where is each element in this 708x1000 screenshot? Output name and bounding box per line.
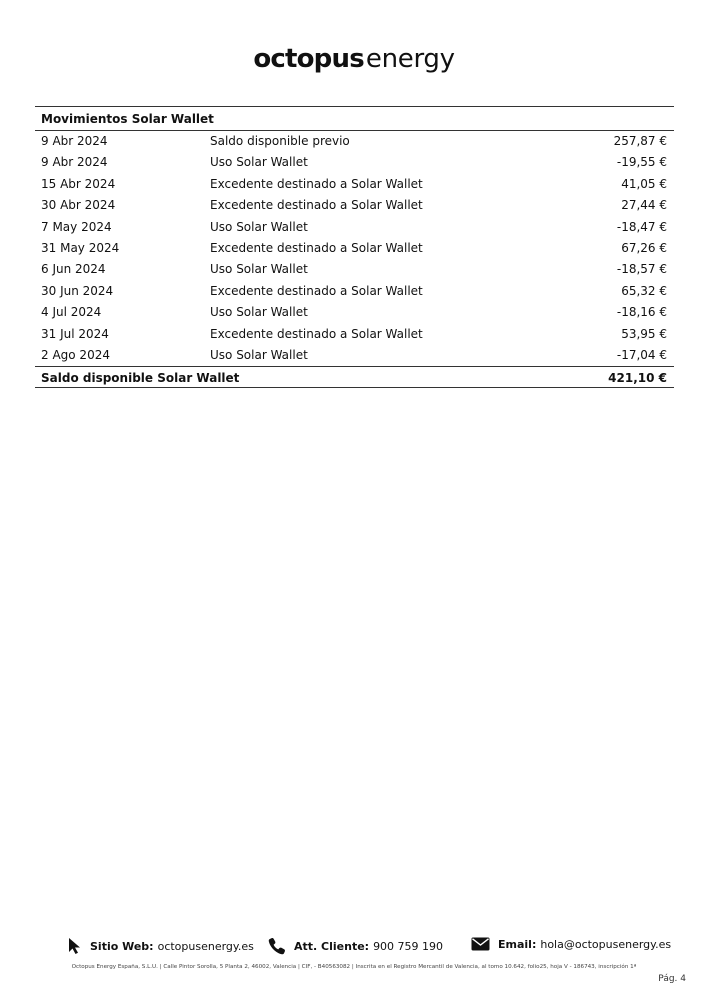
row-amount: -19,55 € bbox=[616, 155, 667, 170]
row-date: 31 Jul 2024 bbox=[41, 326, 109, 341]
row-concept: Excedente destinado a Solar Wallet bbox=[210, 283, 423, 298]
website-label: Sitio Web: bbox=[90, 939, 154, 953]
table-row bbox=[35, 195, 674, 216]
row-concept: Uso Solar Wallet bbox=[210, 262, 308, 277]
email-link[interactable]: hola@octopusenergy.es bbox=[540, 937, 672, 951]
page-number: Pág. 4 bbox=[658, 974, 686, 984]
row-amount: 67,26 € bbox=[621, 240, 667, 255]
cursor-arrow-icon bbox=[68, 937, 82, 955]
table-row bbox=[35, 281, 674, 302]
brand-logo bbox=[0, 46, 708, 72]
row-amount: -18,47 € bbox=[616, 219, 667, 234]
row-date: 4 Jul 2024 bbox=[41, 305, 102, 320]
website-link[interactable]: octopusenergy.es bbox=[157, 939, 254, 953]
row-concept: Excedente destinado a Solar Wallet bbox=[210, 240, 423, 255]
envelope-icon bbox=[471, 937, 490, 951]
table-row bbox=[35, 238, 674, 259]
table-row bbox=[35, 174, 674, 195]
row-date: 9 Abr 2024 bbox=[41, 134, 108, 148]
row-amount: -18,57 € bbox=[616, 262, 667, 277]
row-date: 30 Jun 2024 bbox=[41, 283, 114, 298]
row-concept: Excedente destinado a Solar Wallet bbox=[210, 326, 423, 341]
row-amount: -17,04 € bbox=[616, 347, 667, 362]
row-amount: 257,87 € bbox=[613, 134, 667, 148]
row-date: 30 Abr 2024 bbox=[41, 198, 116, 213]
row-amount: 27,44 € bbox=[621, 198, 667, 213]
legal-notice: Octopus Energy España, S.L.U. | Calle Pintor Sorolla, 5 Planta 2, 46002, Valencia | CIF, - B40563082 | Inscrita en el Registro Mercantil de Valencia, al tomo 10.642, folio25, hoja V - 186743, inscripción 1ª bbox=[71, 964, 637, 970]
row-concept: Saldo disponible previo bbox=[210, 134, 350, 148]
table-row bbox=[35, 131, 674, 152]
row-concept: Uso Solar Wallet bbox=[210, 305, 308, 320]
row-date: 31 May 2024 bbox=[41, 240, 120, 255]
phone-icon bbox=[268, 937, 286, 955]
table-row bbox=[35, 302, 674, 323]
solar-wallet-table bbox=[35, 106, 674, 388]
footer-contacts bbox=[0, 937, 708, 959]
row-concept: Uso Solar Wallet bbox=[210, 219, 308, 234]
total-value: 421,10 € bbox=[608, 371, 667, 386]
row-amount: -18,16 € bbox=[616, 305, 667, 320]
row-concept: Uso Solar Wallet bbox=[210, 347, 308, 362]
row-concept: Excedente destinado a Solar Wallet bbox=[210, 198, 423, 213]
table-row bbox=[35, 152, 674, 173]
row-date: 7 May 2024 bbox=[41, 219, 112, 234]
row-date: 6 Jun 2024 bbox=[41, 262, 106, 277]
row-date: 9 Abr 2024 bbox=[41, 155, 108, 170]
row-amount: 53,95 € bbox=[621, 326, 667, 341]
brand-logo-bold: octopus bbox=[253, 44, 364, 74]
footer-phone bbox=[268, 937, 443, 955]
brand-logo-light: energy bbox=[365, 44, 455, 74]
footer-website bbox=[68, 937, 254, 955]
phone-label: Att. Cliente: bbox=[294, 939, 370, 953]
row-concept: Uso Solar Wallet bbox=[210, 155, 308, 170]
row-amount: 41,05 € bbox=[621, 176, 667, 191]
table-row bbox=[35, 324, 674, 345]
footer-email bbox=[471, 937, 671, 951]
table-row bbox=[35, 345, 674, 366]
row-date: 15 Abr 2024 bbox=[41, 176, 116, 191]
row-concept: Excedente destinado a Solar Wallet bbox=[210, 176, 423, 191]
phone-number[interactable]: 900 759 190 bbox=[373, 939, 444, 953]
email-label: Email: bbox=[498, 937, 537, 951]
table-row bbox=[35, 259, 674, 280]
row-amount: 65,32 € bbox=[621, 283, 667, 298]
total-label: Saldo disponible Solar Wallet bbox=[41, 371, 240, 386]
total-row bbox=[35, 366, 674, 388]
table-row bbox=[35, 217, 674, 238]
row-date: 2 Ago 2024 bbox=[41, 347, 110, 362]
table-title: Movimientos Solar Wallet bbox=[35, 107, 674, 131]
